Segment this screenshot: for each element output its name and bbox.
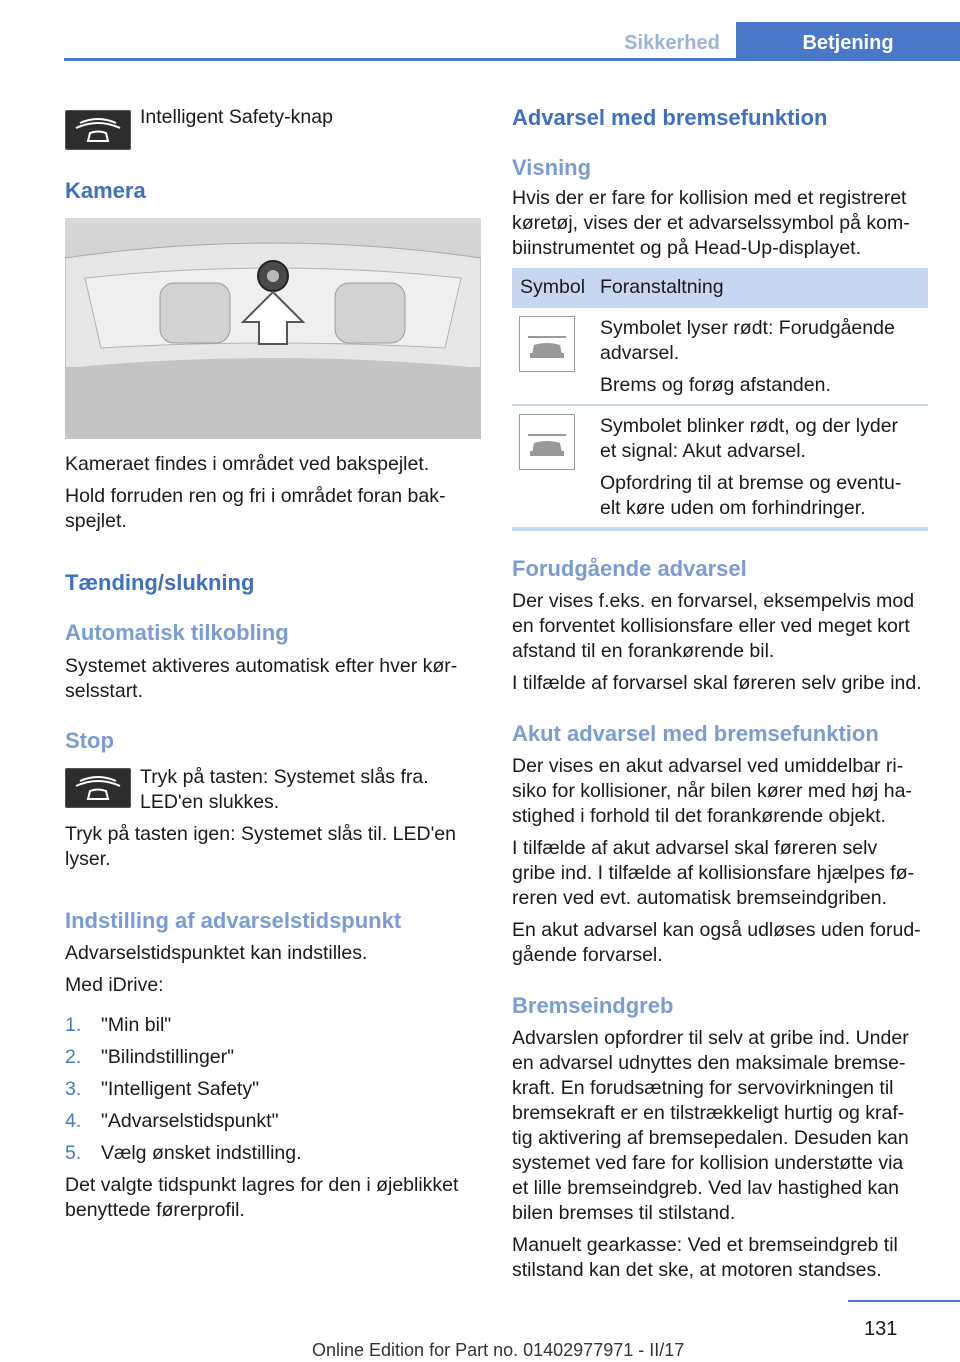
subheading-warning-time: Indstilling af advarselstidspunkt (65, 908, 402, 933)
subheading-stop: Stop (65, 728, 114, 753)
auto-text-b: selsstart. (65, 680, 144, 702)
brake-line: systemet ved fare for kollision understøtte via (512, 1152, 904, 1174)
pre-text-a: Der vises f.eks. en forvarsel, eksempelvis mod (512, 590, 915, 612)
section-heading-kamera: Kamera (65, 178, 146, 203)
brake-line: et lille bremseindgreb. Ved lav hastighed kan (512, 1177, 899, 1199)
end-text-a: Det valgte tidspunkt lagres for den i øjeblikket (65, 1174, 459, 1196)
intelligent-safety-button-icon-2 (65, 768, 131, 808)
row1-line1: Symbolet lyser rødt: Forudgående (600, 317, 895, 339)
table-bottom-rule (512, 527, 928, 531)
brake-line: bilen bremses til stilstand. (512, 1202, 736, 1224)
subheading-bremseindgreb: Bremseindgreb (512, 993, 674, 1018)
brake-text-2b: stilstand kan det ske, at motoren standses. (512, 1259, 882, 1281)
vis-text-b: køretøj, vises der et advarselssymbol på kom‐ (512, 212, 910, 234)
acute-text-2c: reren ved evt. automatisk bremseindgriben. (512, 887, 888, 909)
pre-text-2: I tilfælde af forvarsel skal føreren selv gribe ind. (512, 672, 922, 694)
acute-text-1a: Der vises en akut advarsel ved umiddelbar ri‐ (512, 755, 904, 777)
header-bar (64, 0, 960, 61)
header-rule (64, 58, 960, 61)
camera-text-1: Kameraet findes i området ved bakspejlet. (65, 453, 430, 475)
brake-line: Advarslen opfordrer til selv at gribe ind. Under (512, 1027, 909, 1049)
section-heading-taending: Tænding/slukning (65, 570, 255, 595)
subheading-auto: Automatisk tilkobling (65, 620, 289, 645)
edition-text: Online Edition for Part no. 01402977971 - II/17 (312, 1340, 685, 1360)
vis-text-a: Hvis der er fare for kollision med et registreret (512, 187, 907, 209)
row1-line3: Brems og forøg afstanden. (600, 374, 831, 396)
stop-text-2a: Tryk på tasten igen: Systemet slås til. LED'en (65, 823, 456, 845)
subheading-visning: Visning (512, 155, 592, 180)
brake-line: kraft. En forudsætning for servovirkningen til (512, 1077, 894, 1099)
auto-text-a: Systemet aktiveres automatisk efter hver kør‐ (65, 655, 458, 677)
vis-text-c: biinstrumentet og på Head-Up-displayet. (512, 237, 862, 259)
symbol-table-header (512, 268, 928, 308)
acute-text-1c: stighed i forhold til det forankørende objekt. (512, 805, 886, 827)
warn-text-2: Med iDrive: (65, 974, 164, 996)
pre-text-c: afstand til en forankørende bil. (512, 640, 775, 662)
tab-betjening[interactable]: Betjening (736, 22, 960, 61)
table-row-separator (512, 404, 928, 406)
footer-rule (848, 1300, 960, 1302)
end-text-b: benyttede førerprofil. (65, 1199, 245, 1221)
row2-line2: et signal: Akut advarsel. (600, 440, 806, 462)
button-caption: Intelligent Safety-knap (140, 106, 333, 128)
stop-text-2b: lyser. (65, 848, 111, 870)
section-heading-advarsel: Advarsel med bremsefunktion (512, 105, 828, 130)
stop-text-1b: LED'en slukkes. (140, 791, 280, 813)
subheading-akut: Akut advarsel med bremsefunktion (512, 721, 879, 746)
col-symbol: Symbol (520, 276, 586, 298)
col-action: Foranstaltning (600, 276, 724, 298)
page-number: 131 (864, 1318, 898, 1340)
camera-text-2a: Hold forruden ren og fri i området foran bak‐ (65, 485, 446, 507)
row1-line2: advarsel. (600, 342, 680, 364)
brake-line: en advarsel udnyttes den maksimale bremse‐ (512, 1052, 906, 1074)
acute-text-2b: gribe ind. I tilfælde af kollisionsfare hjælpes fø‐ (512, 862, 915, 884)
tab-sikkerhed[interactable]: Sikkerhed (624, 32, 720, 54)
rear-window-camera-photo (65, 218, 481, 439)
stop-text-1a: Tryk på tasten: Systemet slås fra. (140, 766, 429, 788)
pre-text-b: en forventet kollisionsfare eller ved meget kort (512, 615, 910, 637)
intelligent-safety-button-icon (65, 110, 131, 150)
car-warning-icon (519, 414, 575, 470)
car-warning-icon (519, 316, 575, 372)
acute-text-1b: siko for kollisioner, når bilen kører med høj ha‐ (512, 780, 912, 802)
row2-line4: elt køre uden om forhindringer. (600, 497, 866, 519)
row2-line1: Symbolet blinker rødt, og der lyder (600, 415, 899, 437)
brake-line: tig aktivering af bremsepedalen. Desuden kan (512, 1127, 909, 1149)
warn-text-1: Advarselstidspunktet kan indstilles. (65, 942, 368, 964)
camera-text-2b: spejlet. (65, 510, 127, 532)
brake-text-2a: Manuelt gearkasse: Ved et bremseindgreb til (512, 1234, 898, 1256)
brake-line: bremsekraft er en tilstrækkeligt hurtig og kraf‐ (512, 1102, 905, 1124)
subheading-forudgaaende: Forudgående advarsel (512, 556, 747, 581)
acute-text-2a: I tilfælde af akut advarsel skal føreren selv (512, 837, 878, 859)
acute-text-3a: En akut advarsel kan også udløses uden forud‐ (512, 919, 921, 941)
acute-text-3b: gående forvarsel. (512, 944, 663, 966)
row2-line3: Opfordring til at bremse og eventu‐ (600, 472, 902, 494)
